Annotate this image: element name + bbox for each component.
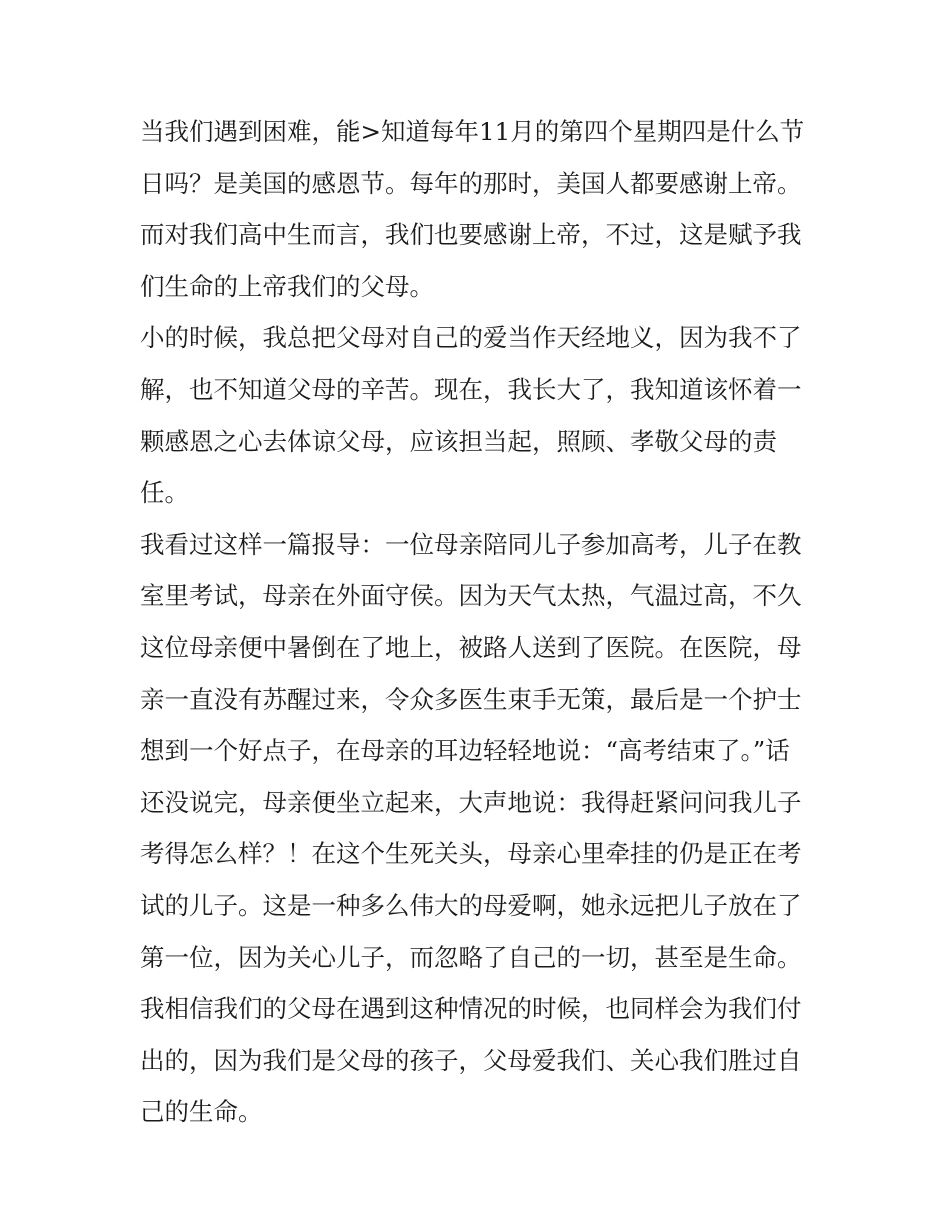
text-line: 出的，因为我们是父母的孩子，父母爱我们、关心我们胜过自 [140, 1045, 802, 1075]
text-line: 想到一个好点子，在母亲的耳边轻轻地说：“高考结束了。”话 [140, 736, 790, 766]
text-line: 而对我们高中生而言，我们也要感谢上帝，不过，这是赋予我 [140, 220, 802, 250]
text-line: 任。 [140, 478, 189, 508]
paragraph-1 [140, 106, 815, 312]
text-line: 还没说完，母亲便坐立起来，大声地说：我得赶紧问问我儿子 [140, 787, 802, 817]
paragraph-2 [140, 312, 815, 518]
document-body [140, 106, 815, 1138]
text-line: 颗感恩之心去体谅父母，应该担当起，照顾、孝敬父母的责 [140, 426, 777, 456]
text-line: 第一位，因为关心儿子，而忽略了自己的一切，甚至是生命。 [140, 942, 802, 972]
paragraph-4 [140, 983, 815, 1138]
text-line: 己的生命。 [140, 1097, 263, 1127]
paragraph-3 [140, 519, 815, 983]
text-line: 亲一直没有苏醒过来，令众多医生束手无策，最后是一个护士 [140, 684, 802, 714]
text-line: 室里考试，母亲在外面守侯。因为天气太热，气温过高，不久 [140, 581, 802, 611]
text-line: 们生命的上帝我们的父母。 [140, 271, 434, 301]
text-line: 试的儿子。这是一种多么伟大的母爱啊，她永远把儿子放在了 [140, 890, 802, 920]
text-line: 这位母亲便中暑倒在了地上，被路人送到了医院。在医院，母 [140, 632, 802, 662]
text-line: 小的时候，我总把父母对自己的爱当作天经地义，因为我不了 [140, 323, 802, 353]
text-line: 当我们遇到困难，能>知道每年11月的第四个星期四是什么节 [140, 117, 805, 146]
text-line: 解，也不知道父母的辛苦。现在，我长大了，我知道该怀着一 [140, 374, 802, 404]
text-line: 考得怎么样？！在这个生死关头，母亲心里牵挂的仍是正在考 [140, 839, 802, 869]
text-line: 日吗？是美国的感恩节。每年的那时，美国人都要感谢上帝。 [140, 168, 802, 198]
text-line: 我相信我们的父母在遇到这种情况的时候，也同样会为我们付 [140, 994, 802, 1024]
text-line: 我看过这样一篇报导：一位母亲陪同儿子参加高考，儿子在教 [140, 529, 802, 559]
